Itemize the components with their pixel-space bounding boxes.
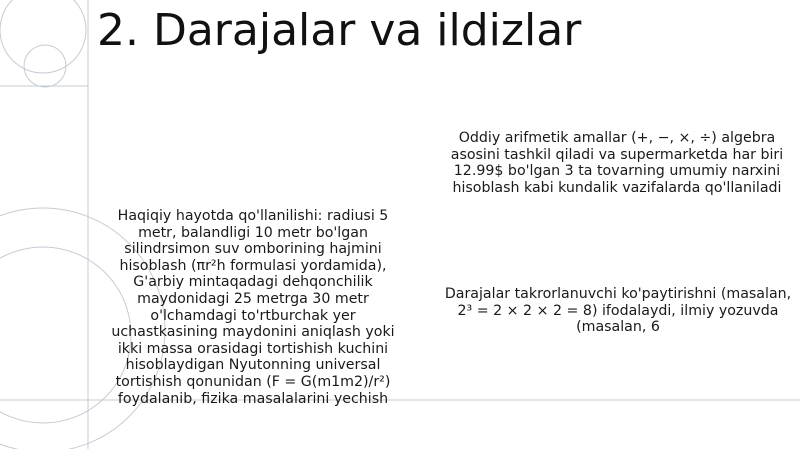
slide-title: 2. Darajalar va ildizlar — [97, 5, 582, 56]
right-middle-text-block: Darajalar takrorlanuvchi ko'paytirishni (masalan, 2³ = 2 × 2 × 2 = 8) ifodalaydi, ilmiy yozuvda (masalan, 6 — [444, 286, 792, 336]
right-top-text-block: Oddiy arifmetik amallar (+, −, ×, ÷) algebra asosini tashkil qiladi va supermarketda har biri 12.99$ bo'lgan 3 ta tovarning umumiy narxini hisoblash kabi kundalik vazifalarda qo'llaniladi — [450, 130, 784, 196]
top-outer-circle — [0, 0, 86, 73]
top-inner-circle — [24, 45, 66, 87]
left-text-block: Haqiqiy hayotda qo'llanilishi: radiusi 5 metr, balandligi 10 metr bo'lgan silindrsimon suv omborining hajmini hisoblash (πr²h formulasi yordamida), G'arbiy mintaqadagi dehqonchilik maydonidagi 25 metrga 30 metr o'lchamdagi to'rtburchak yer uchastkasining maydonini aniqlash yoki ikki massa orasidagi tortishish kuchini hisoblaydigan Nyutonning universal tortishish qonunidan (F = G(m1m2)/r²) foydalanib, fizika masalalarini yechish — [111, 208, 395, 407]
